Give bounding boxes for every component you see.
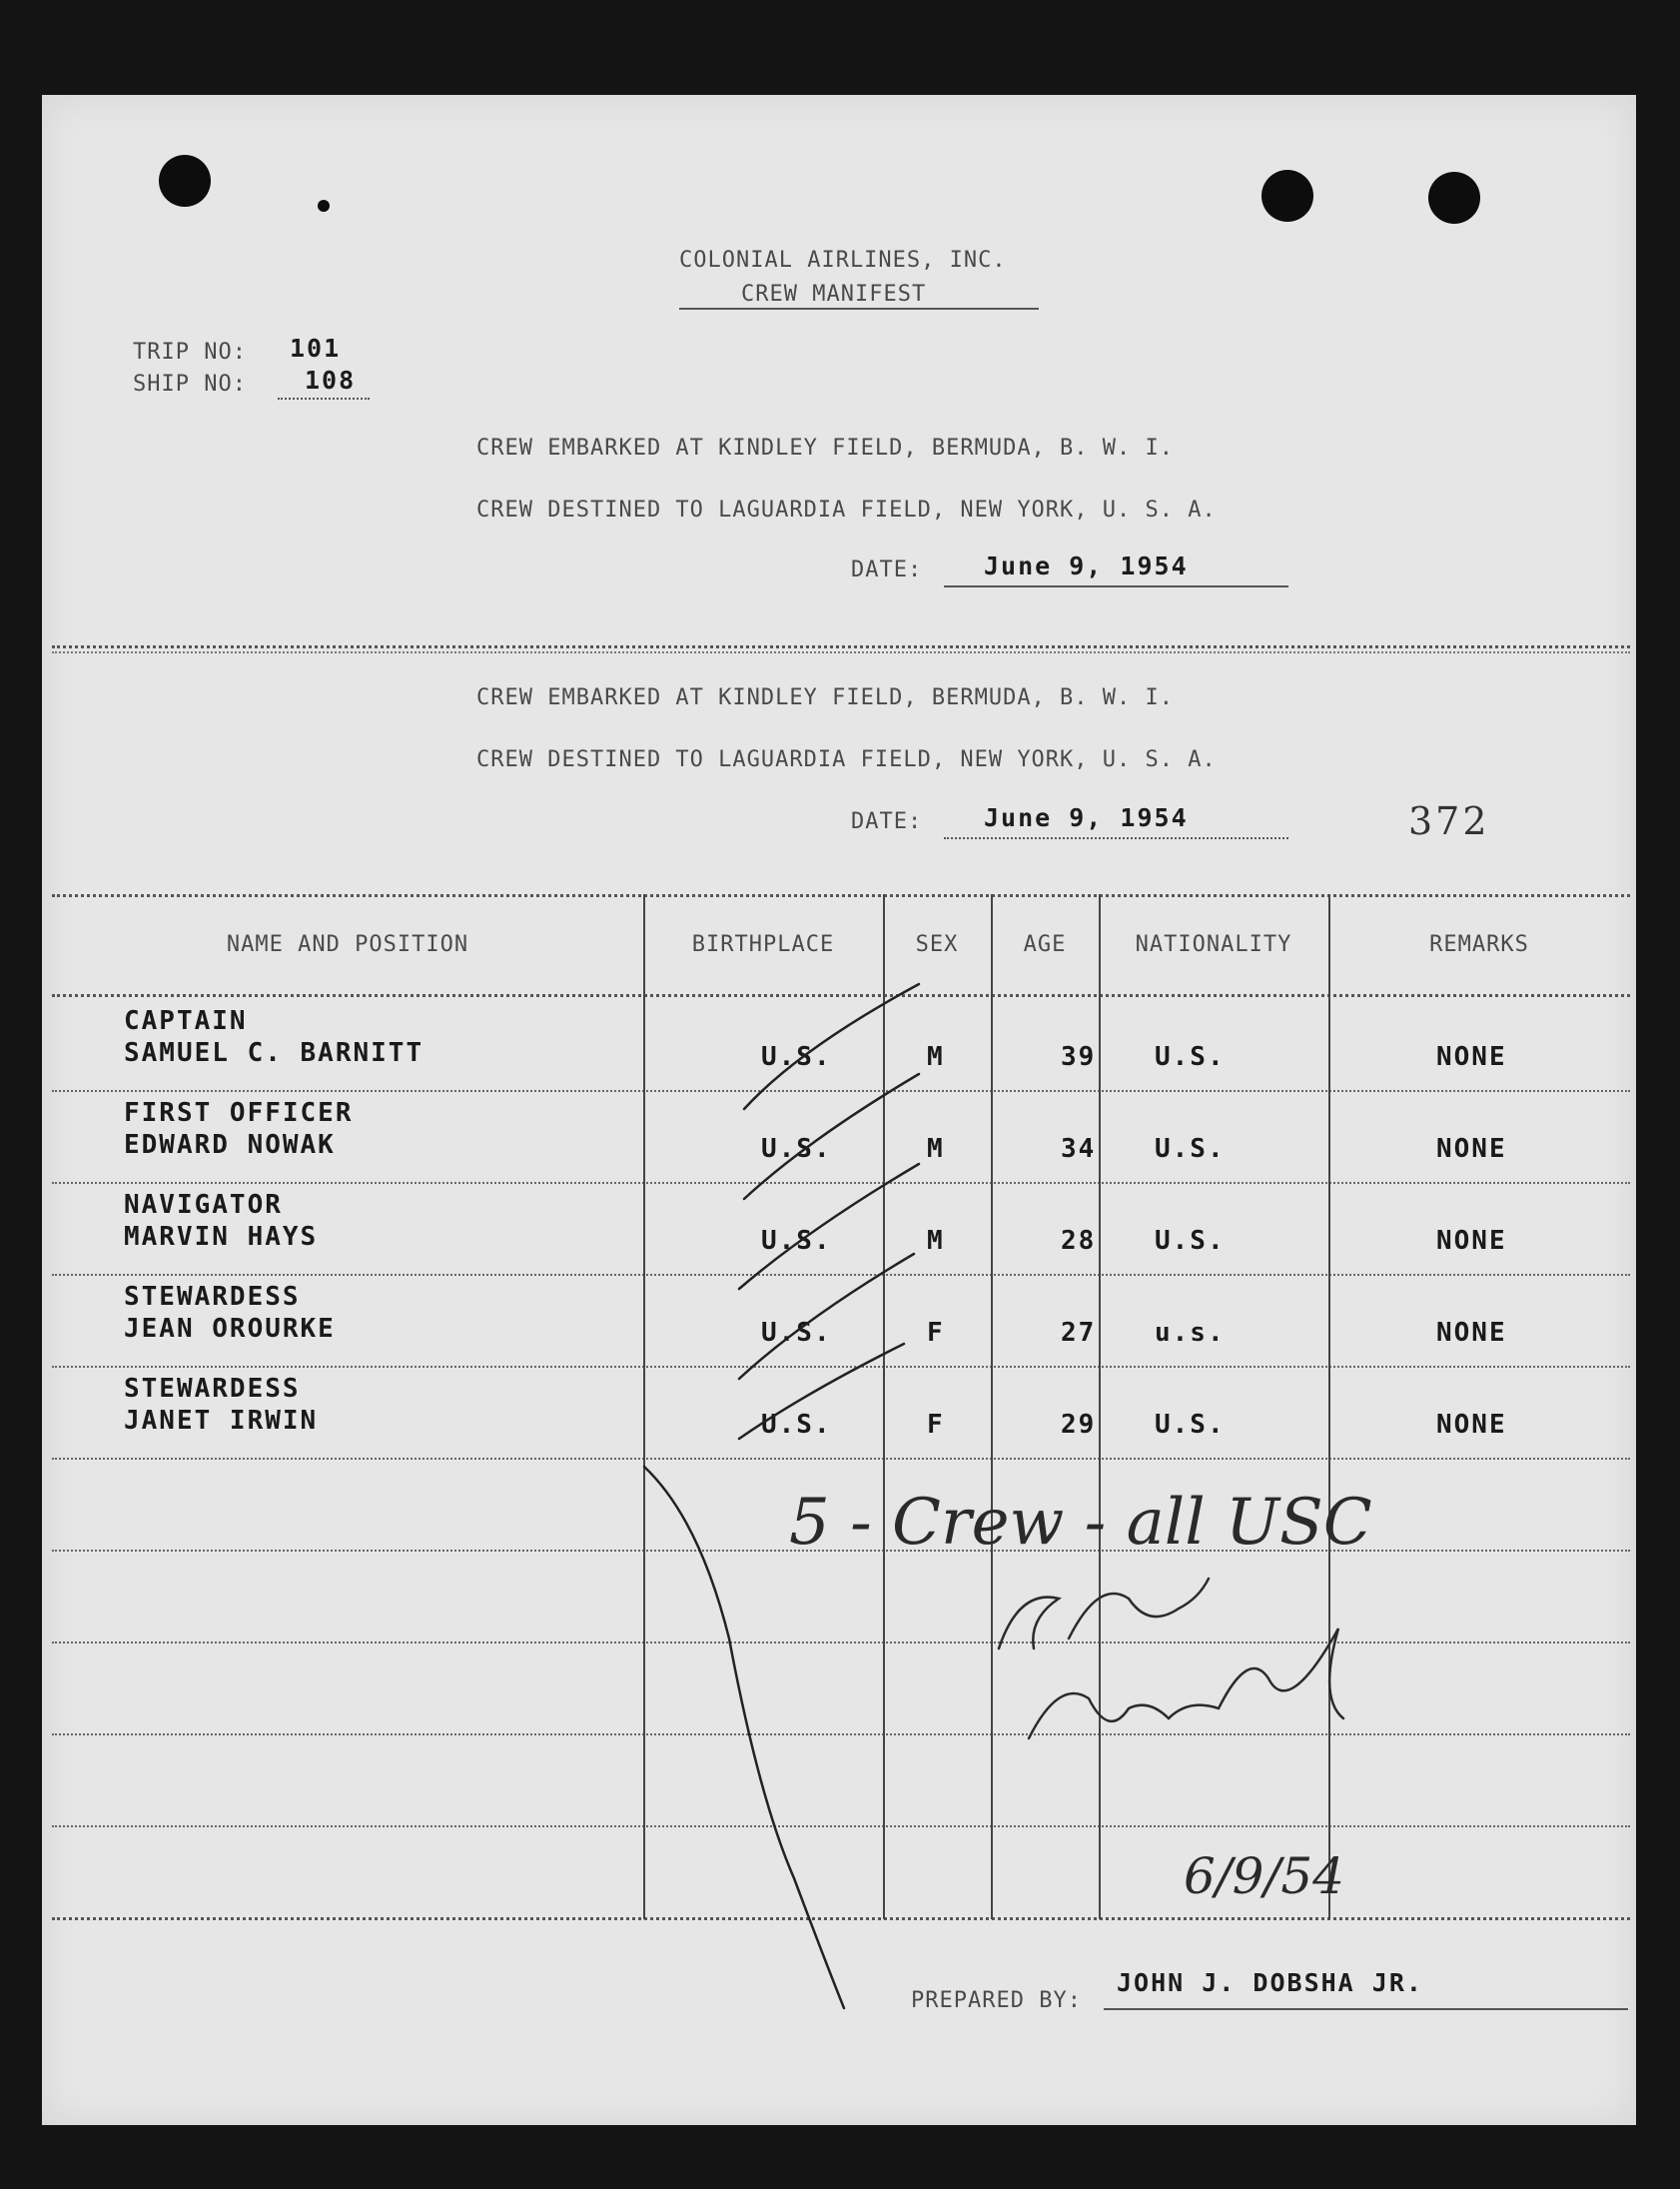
route-destined-bottom: CREW DESTINED TO LAGUARDIA FIELD, NEW YORK, U. S. A. [476,747,1217,772]
crew-nationality: u.s. [1155,1318,1226,1348]
crew-nationality: U.S. [1155,1410,1226,1440]
birthplace-check-mark [739,1164,919,1289]
crew-remarks: NONE [1436,1410,1507,1440]
crew-birthplace: U.S. [761,1318,832,1348]
prepared-by-underline [1104,2008,1628,2010]
crew-age: 28 [1061,1226,1097,1256]
crew-birthplace: U.S. [761,1410,832,1440]
crew-position: CAPTAIN [124,1006,248,1036]
crew-position: FIRST OFFICER [124,1098,354,1128]
column-header-nationality: NATIONALITY [1135,932,1292,957]
crew-sex: F [927,1318,945,1348]
crew-sex: M [927,1134,945,1164]
crew-age: 27 [1061,1318,1097,1348]
crew-birthplace: U.S. [761,1226,832,1256]
stamp-number: 372 [1408,799,1490,843]
crew-name: MARVIN HAYS [124,1222,319,1252]
column-header-name: NAME AND POSITION [226,932,469,957]
crew-nationality: U.S. [1155,1226,1226,1256]
crew-name: JEAN OROURKE [124,1314,336,1344]
trip-label: TRIP NO: [133,340,247,365]
crew-position: NAVIGATOR [124,1190,283,1220]
prepared-by-label: PREPARED BY: [911,1988,1082,2013]
ship-label: SHIP NO: [133,372,247,397]
handwritten-date: 6/9/54 [1184,1847,1344,1905]
date-value-bottom: June 9, 1954 [984,803,1189,832]
crew-remarks: NONE [1436,1226,1507,1256]
date-value-top: June 9, 1954 [984,551,1189,580]
crew-name: EDWARD NOWAK [124,1130,336,1160]
handwritten-note: 5 - Crew - all USC [789,1486,1372,1560]
column-header-sex: SEX [915,932,959,957]
crew-sex: M [927,1042,945,1072]
crew-nationality: U.S. [1155,1042,1226,1072]
route-embarked-top: CREW EMBARKED AT KINDLEY FIELD, BERMUDA, B. W. I. [476,436,1175,461]
prepared-by-name: JOHN J. DOBSHA JR. [1117,1968,1423,1997]
crew-name: SAMUEL C. BARNITT [124,1038,424,1068]
crew-name: JANET IRWIN [124,1406,319,1436]
crew-sex: M [927,1226,945,1256]
crew-position: STEWARDESS [124,1374,301,1404]
crew-birthplace: U.S. [761,1042,832,1072]
crew-age: 39 [1061,1042,1097,1072]
crew-birthplace: U.S. [761,1134,832,1164]
birthplace-check-mark [739,1254,914,1379]
crew-sex: F [927,1410,945,1440]
date-label-top: DATE: [851,557,923,582]
route-embarked-bottom: CREW EMBARKED AT KINDLEY FIELD, BERMUDA, B. W. I. [476,685,1175,710]
crew-nationality: U.S. [1155,1134,1226,1164]
crew-remarks: NONE [1436,1134,1507,1164]
ship-number: 108 [305,366,357,395]
inspector-signature [999,1579,1343,1738]
route-destined-top: CREW DESTINED TO LAGUARDIA FIELD, NEW YORK, U. S. A. [476,498,1217,523]
date-label-bottom: DATE: [851,809,923,834]
form-title: CREW MANIFEST [741,282,927,307]
crew-remarks: NONE [1436,1042,1507,1072]
company-name: COLONIAL AIRLINES, INC. [679,248,1007,273]
column-header-age: AGE [1023,932,1067,957]
column-header-birthplace: BIRTHPLACE [691,932,835,957]
column-header-remarks: REMARKS [1429,932,1529,957]
crew-age: 34 [1061,1134,1097,1164]
crew-remarks: NONE [1436,1318,1507,1348]
crew-age: 29 [1061,1410,1097,1440]
trip-number: 101 [290,334,342,363]
crew-position: STEWARDESS [124,1282,301,1312]
